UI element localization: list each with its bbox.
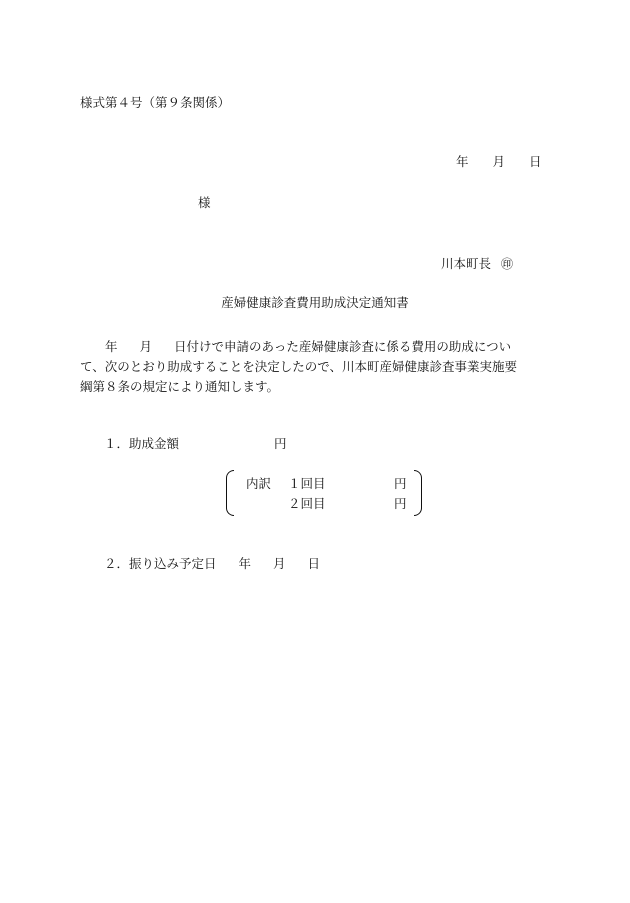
transfer-year: 年 <box>238 556 252 571</box>
date-day: 日 <box>529 154 542 169</box>
breakdown-box <box>226 470 422 516</box>
breakdown-count: ２回目 <box>288 496 326 511</box>
transfer-day: 日 <box>307 556 321 571</box>
breakdown-label: 内訳 <box>246 476 272 491</box>
date-month: 月 <box>492 154 506 169</box>
date-year: 年 <box>456 154 469 169</box>
transfer-date-label: ２．振り込み予定日 <box>104 556 217 571</box>
issuer <box>441 258 513 271</box>
left-bracket <box>226 470 234 516</box>
item-transfer-date <box>104 558 320 571</box>
item-subsidy-amount <box>104 438 287 451</box>
document-title: 産婦健康診査費用助成決定通知書 <box>221 295 409 310</box>
breakdown-count: １回目 <box>288 476 326 491</box>
breakdown-unit: 円 <box>394 476 407 491</box>
breakdown-row <box>246 498 407 511</box>
recipient-honorific: 様 <box>198 195 211 210</box>
seal-mark: ㊞ <box>501 257 514 271</box>
subsidy-amount-label: １．助成金額 <box>104 436 180 451</box>
breakdown-unit: 円 <box>394 496 407 511</box>
body-line-2: て、次のとおり助成することを決定したので、川本町産婦健康診査事業実施要 <box>80 359 518 374</box>
body-line-1 <box>80 337 550 357</box>
body-paragraph <box>80 337 550 397</box>
body-line-3: 綱第８条の規定により通知します。 <box>80 379 280 394</box>
body-month: 月 <box>139 339 153 354</box>
body-line-1-text: 日付けで申請のあった産婦健康診査に係る費用の助成につい <box>174 339 512 354</box>
breakdown-row <box>246 478 407 491</box>
subsidy-amount-unit: 円 <box>274 436 287 451</box>
issue-date <box>456 156 542 169</box>
right-bracket <box>414 470 422 516</box>
body-year: 年 <box>105 339 118 354</box>
form-number: 様式第４号（第９条関係） <box>80 95 231 110</box>
transfer-month: 月 <box>273 556 286 571</box>
issuer-name: 川本町長 <box>441 256 492 271</box>
